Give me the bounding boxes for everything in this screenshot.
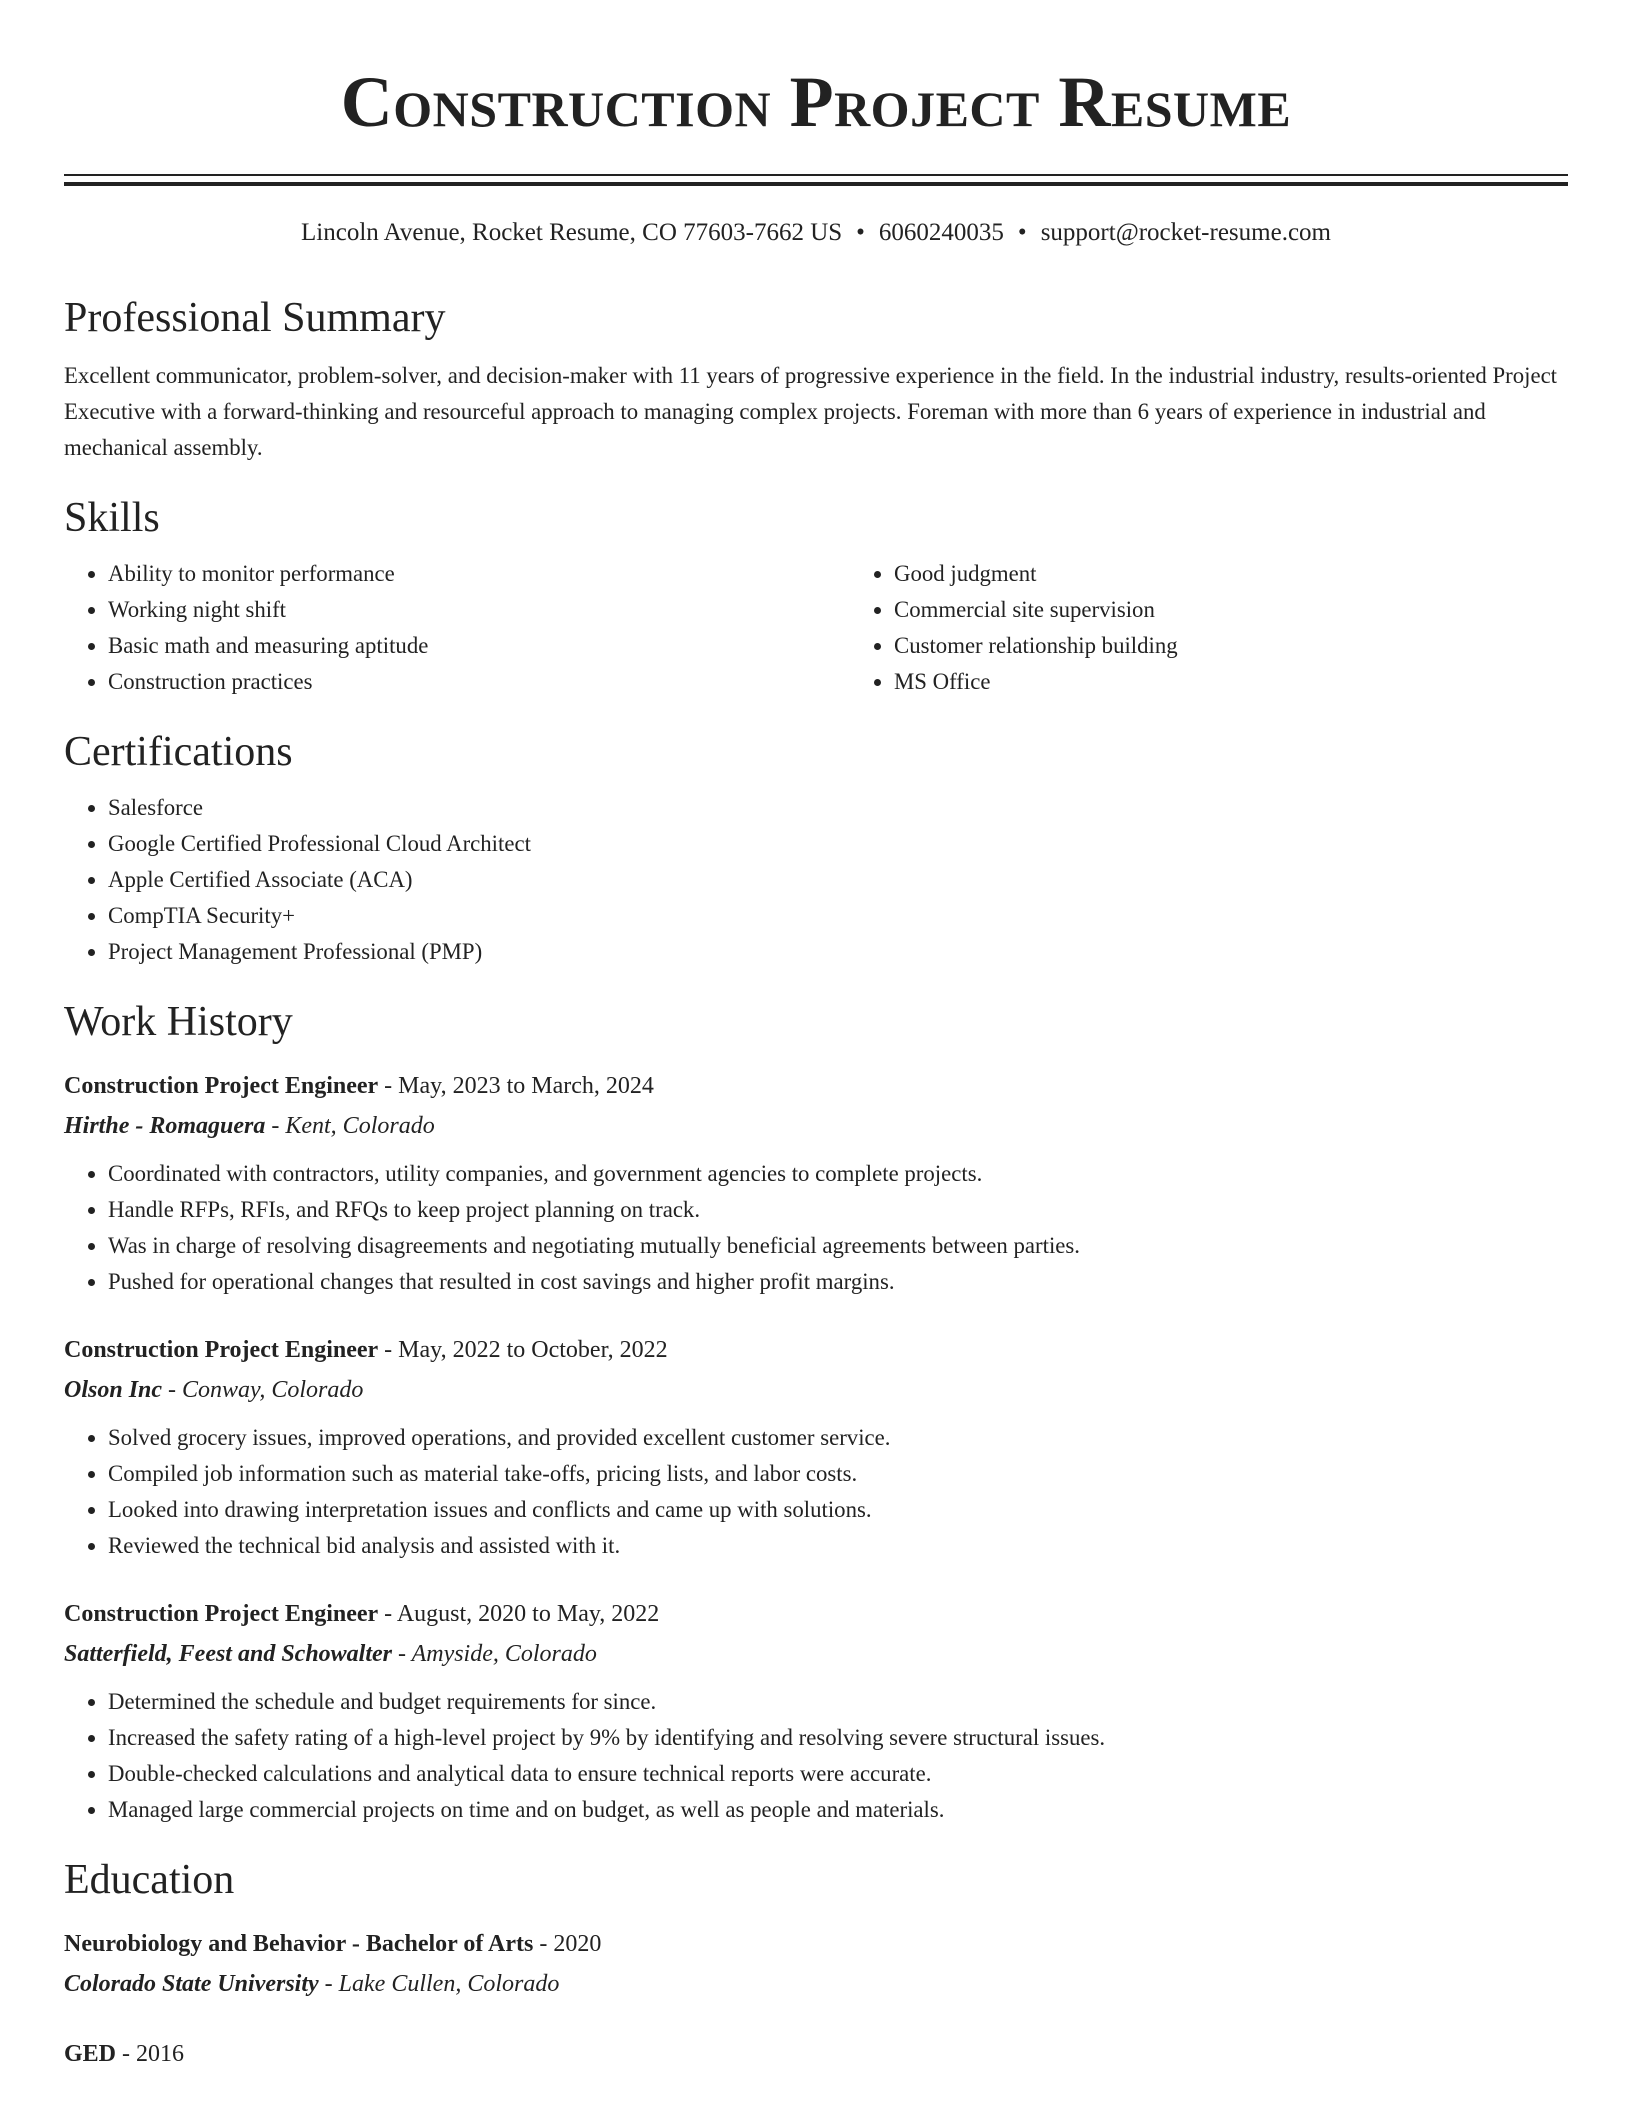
certifications-section	[64, 726, 1568, 970]
job-bullet: • Pushed for operational changes that resulted in cost savings and higher profit margins.	[108, 1264, 1568, 1300]
work-history-section	[64, 996, 1568, 1828]
job-title-line	[64, 1066, 1568, 1106]
contact-email: support@rocket-resume.com	[1040, 219, 1331, 246]
certification-item: • Google Certified Professional Cloud Architect	[108, 826, 1568, 862]
skill-item: • Customer relationship building	[894, 628, 1178, 664]
contact-line	[64, 216, 1568, 250]
contact-separator: •	[856, 219, 865, 246]
skill-item: • MS Office	[894, 664, 1178, 700]
education-entry	[64, 2034, 1568, 2074]
job-title-line	[64, 1594, 1568, 1634]
skills-list-right	[850, 556, 1178, 700]
skill-item: • Commercial site supervision	[894, 592, 1178, 628]
summary-heading: Professional Summary	[64, 295, 446, 341]
certification-item: • CompTIA Security+	[108, 898, 1568, 934]
degree-name: Neurobiology and Behavior - Bachelor of Arts	[64, 1931, 534, 1957]
job-bullet: • Managed large commercial projects on time and on budget, as well as people and materials.	[108, 1792, 1568, 1828]
certification-item: • Project Management Professional (PMP)	[108, 934, 1568, 970]
degree-line	[64, 2034, 1568, 2074]
company-name: Satterfield, Feest and Schowalter	[64, 1641, 393, 1667]
contact-address: Lincoln Avenue, Rocket Resume, CO 77603-7662 US	[301, 219, 843, 246]
job-bullets	[64, 1156, 1568, 1300]
certification-item: • Apple Certified Associate (ACA)	[108, 862, 1568, 898]
contact-phone: 6060240035	[878, 219, 1004, 246]
education-entry	[64, 1924, 1568, 2004]
job-bullet: • Solved grocery issues, improved operations, and provided excellent customer service.	[108, 1420, 1568, 1456]
company-location: - Amyside, Colorado	[392, 1641, 597, 1667]
education-heading: Education	[64, 1857, 235, 1903]
resume-page	[64, 0, 1568, 2074]
summary-section	[64, 292, 1568, 466]
job-bullets	[64, 1420, 1568, 1564]
certifications-list	[64, 790, 1568, 970]
job-bullet: • Double-checked calculations and analytical data to ensure technical reports were accurate.	[108, 1756, 1568, 1792]
skill-item: • Ability to monitor performance	[108, 556, 850, 592]
job-dates: - May, 2023 to March, 2024	[378, 1073, 654, 1099]
skill-item: • Working night shift	[108, 592, 850, 628]
company-line	[64, 1106, 1568, 1146]
contact-separator: •	[1017, 219, 1027, 246]
job-bullet: • Determined the schedule and budget requirements for since.	[108, 1684, 1568, 1720]
job-bullet: • Handle RFPs, RFIs, and RFQs to keep project planning on track.	[108, 1192, 1568, 1228]
job-bullet: • Compiled job information such as material take-offs, pricing lists, and labor costs.	[108, 1456, 1568, 1492]
school-name: Colorado State University	[64, 1971, 319, 1997]
job-bullet: • Looked into drawing interpretation issues and conflicts and came up with solutions.	[108, 1492, 1568, 1528]
school-location: - Lake Cullen, Colorado	[318, 1971, 560, 1997]
job-bullet: • Coordinated with contractors, utility companies, and government agencies to complete projects.	[108, 1156, 1568, 1192]
certifications-heading: Certifications	[64, 729, 293, 775]
skill-item: • Basic math and measuring aptitude	[108, 628, 850, 664]
job-title: Construction Project Engineer	[64, 1601, 379, 1627]
skill-item: • Construction practices	[108, 664, 850, 700]
company-name: Hirthe - Romaguera	[64, 1113, 266, 1139]
skills-heading: Skills	[64, 495, 160, 541]
job-bullet: • Increased the safety rating of a high-level project by 9% by identifying and resolving severe structural issues.	[108, 1720, 1568, 1756]
job-bullet: • Reviewed the technical bid analysis and assisted with it.	[108, 1528, 1568, 1564]
degree-line	[64, 1924, 1568, 1964]
certification-item: • Salesforce	[108, 790, 1568, 826]
job-entry	[64, 1066, 1568, 1300]
work-history-heading: Work History	[64, 999, 293, 1045]
education-section	[64, 1854, 1568, 2074]
skills-section	[64, 492, 1568, 700]
company-location: - Conway, Colorado	[162, 1377, 364, 1403]
job-bullets	[64, 1684, 1568, 1828]
degree-year: - 2016	[116, 2041, 185, 2067]
job-title-line	[64, 1330, 1568, 1370]
job-entry	[64, 1594, 1568, 1828]
skills-list-left	[64, 556, 850, 700]
skill-item: • Good judgment	[894, 556, 1178, 592]
company-location: - Kent, Colorado	[265, 1113, 435, 1139]
degree-name: GED	[64, 2041, 117, 2067]
job-title: Construction Project Engineer	[64, 1337, 379, 1363]
company-name: Olson Inc	[64, 1377, 163, 1403]
school-line	[64, 1964, 1568, 2004]
title-divider-bottom	[64, 182, 1568, 186]
degree-year: - 2020	[533, 1931, 602, 1957]
job-dates: - May, 2022 to October, 2022	[378, 1337, 668, 1363]
resume-title: Construction Project Resume	[340, 62, 1292, 142]
company-line	[64, 1634, 1568, 1674]
summary-text: Excellent communicator, problem-solver, and decision-maker with 11 years of progressive experience in the field. In the industrial industry, results-oriented Project Executive with a forward-thinking and resourceful approach to managing complex projects. Foreman with more than 6 years of experience in industrial and mechanical assembly.	[64, 363, 1558, 460]
job-bullet: • Was in charge of resolving disagreements and negotiating mutually beneficial agreements between parties.	[108, 1228, 1568, 1264]
title-divider-top	[64, 174, 1568, 176]
company-line	[64, 1370, 1568, 1410]
job-entry	[64, 1330, 1568, 1564]
job-dates: - August, 2020 to May, 2022	[378, 1601, 660, 1627]
skills-columns	[64, 556, 1568, 700]
job-title: Construction Project Engineer	[64, 1073, 379, 1099]
